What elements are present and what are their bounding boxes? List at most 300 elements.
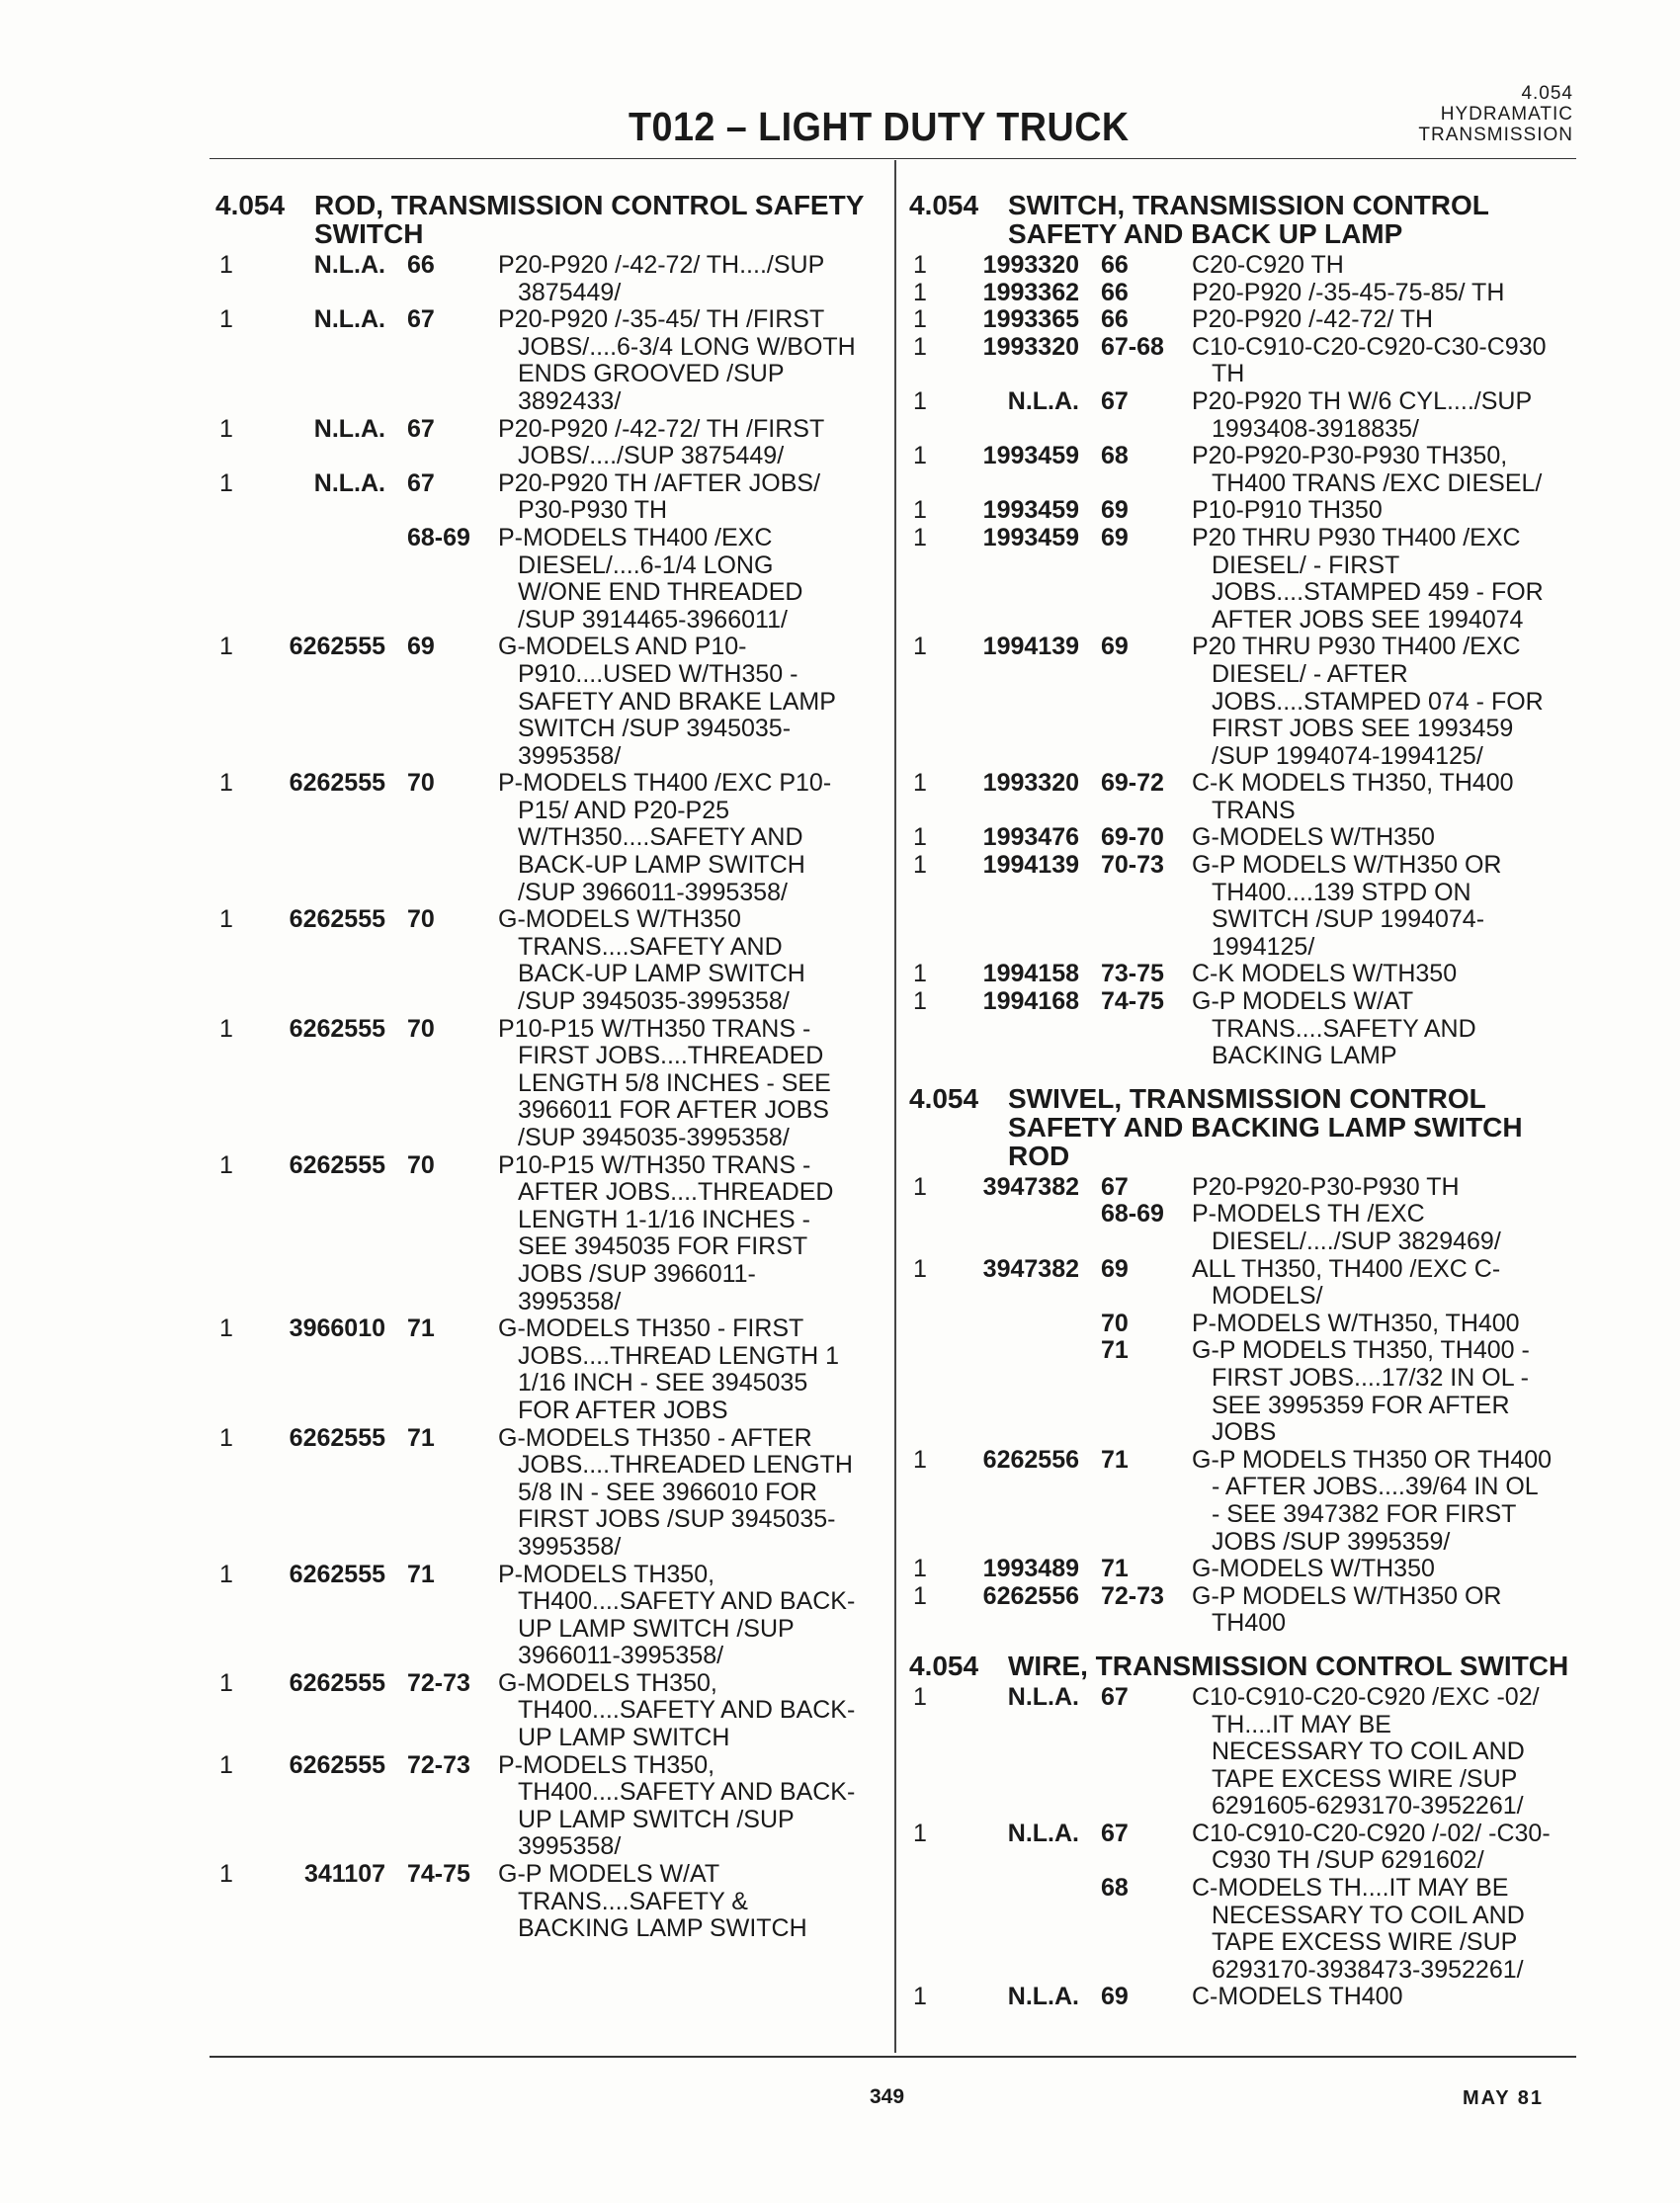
part-row <box>215 416 878 470</box>
description-line: P910....USED W/TH350 - <box>518 659 798 688</box>
model-years: 67 <box>1101 386 1129 415</box>
page-title: T012 – LIGHT DUTY TRUCK <box>629 104 1130 149</box>
description <box>1192 1821 1576 1875</box>
description <box>498 770 878 906</box>
part-number: 6262555 <box>289 1014 385 1043</box>
model-years: 70 <box>407 769 435 798</box>
description-line: G-MODELS TH350, <box>498 1668 717 1697</box>
description-line: C20-C920 TH <box>1192 251 1344 279</box>
part-row <box>215 1315 878 1424</box>
description-line: TRANS....SAFETY AND <box>518 932 783 961</box>
description-line: C10-C910-C20-C920-C30-C930 <box>1192 332 1547 361</box>
model-years: 69 <box>1101 633 1129 661</box>
page-number: 349 <box>870 2085 905 2108</box>
description-line: JOBS /SUP 3966011- <box>518 1259 756 1288</box>
description-line: G-P MODELS TH350, TH400 - <box>1192 1336 1530 1365</box>
description-line: G-MODELS TH350 - AFTER <box>498 1423 812 1452</box>
parts-section <box>909 1084 1576 1638</box>
description-line: SEE 3945035 FOR FIRST <box>518 1232 808 1261</box>
part-row <box>909 280 1576 307</box>
part-row <box>909 988 1576 1070</box>
quantity <box>909 1337 953 1446</box>
part-row <box>909 1583 1576 1638</box>
description-line: P20 THRU P930 TH400 /EXC <box>1192 523 1521 551</box>
part-number: 1993320 <box>982 251 1079 279</box>
part-row <box>215 634 878 770</box>
description-line: 3892433/ <box>518 386 622 415</box>
description <box>1192 1174 1576 1202</box>
description-line: C-MODELS TH400 <box>1192 1983 1403 2011</box>
part-row <box>215 1861 878 1943</box>
part-number: 1993489 <box>982 1555 1079 1583</box>
description-line: NECESSARY TO COIL AND <box>1212 1901 1525 1929</box>
part-row <box>909 852 1576 961</box>
description-line: TAPE EXCESS WIRE /SUP <box>1212 1764 1518 1793</box>
part-row <box>909 1821 1576 1875</box>
description-line: TH400 TRANS /EXC DIESEL/ <box>1212 468 1543 497</box>
description-line: W/ONE END THREADED <box>518 578 803 607</box>
description <box>1192 634 1576 770</box>
section-title: SWIVEL, TRANSMISSION CONTROL SAFETY AND BACKING LAMP SWITCH ROD <box>1008 1082 1523 1171</box>
quantity: 1 <box>913 987 927 1016</box>
description <box>1192 497 1576 525</box>
description-line: P-MODELS W/TH350, TH400 <box>1192 1309 1520 1337</box>
description <box>498 1315 878 1424</box>
quantity: 1 <box>219 1423 233 1452</box>
description <box>1192 1875 1576 1984</box>
quantity: 1 <box>219 905 233 934</box>
quantity: 1 <box>913 496 927 525</box>
part-number: 1994139 <box>982 633 1079 661</box>
description <box>1192 1337 1576 1446</box>
section-number: 4.054 <box>1521 83 1573 104</box>
section-title: WIRE, TRANSMISSION CONTROL SWITCH <box>1008 1650 1569 1681</box>
description <box>1192 824 1576 852</box>
part-number: 1994168 <box>982 987 1079 1016</box>
model-years: 71 <box>1101 1555 1129 1583</box>
description-line: - AFTER JOBS....39/64 IN OL <box>1212 1473 1539 1501</box>
description-line: AFTER JOBS SEE 1994074 <box>1212 605 1524 634</box>
quantity: 1 <box>913 1819 927 1847</box>
description-line: P10-P15 W/TH350 TRANS - <box>498 1014 811 1043</box>
part-number <box>953 1875 1101 1984</box>
description <box>498 252 878 306</box>
part-number: 1993362 <box>982 278 1079 306</box>
description-line: LENGTH 1-1/16 INCHES - <box>518 1205 810 1233</box>
part-number: 3966010 <box>289 1314 385 1343</box>
description-line: 1994125/ <box>1212 932 1315 961</box>
model-years: 67 <box>407 468 435 497</box>
description-line: NECESSARY TO COIL AND <box>1212 1737 1525 1766</box>
part-row <box>215 1425 878 1562</box>
description-line: P20-P920 /-35-45-75-85/ TH <box>1192 278 1505 306</box>
model-years: 70 <box>1101 1309 1129 1337</box>
description-line: JOBS....THREADED LENGTH <box>518 1451 853 1480</box>
model-years: 68-69 <box>407 523 470 551</box>
parts-section <box>909 191 1576 1070</box>
part-row <box>215 1152 878 1316</box>
model-years: 72-73 <box>407 1668 470 1697</box>
description-line: P-MODELS TH350, <box>498 1560 715 1588</box>
quantity: 1 <box>913 523 927 551</box>
part-row <box>215 1016 878 1152</box>
part-row <box>909 525 1576 634</box>
description-line: JOBS/....6-3/4 LONG W/BOTH <box>518 332 856 361</box>
section-heading <box>909 1084 1576 1170</box>
description-line: JOBS <box>1212 1418 1277 1447</box>
model-years: 72-73 <box>1101 1581 1164 1610</box>
quantity: 1 <box>913 633 927 661</box>
description-line: TH <box>1212 360 1245 388</box>
description <box>1192 852 1576 961</box>
part-row <box>909 1174 1576 1202</box>
header-rule <box>210 158 1576 159</box>
part-row <box>909 1875 1576 1984</box>
description-line: /SUP 3945035-3995358/ <box>518 1124 790 1151</box>
model-years: 67 <box>1101 1172 1129 1201</box>
description-line: 5/8 IN - SEE 3966010 FOR <box>518 1478 817 1506</box>
part-number: 1993476 <box>982 823 1079 852</box>
description-line: W/TH350....SAFETY AND <box>518 823 803 852</box>
model-years: 71 <box>407 1560 435 1588</box>
description <box>1192 443 1576 497</box>
part-number <box>259 525 407 634</box>
part-row <box>909 306 1576 334</box>
model-years: 70-73 <box>1101 851 1164 880</box>
part-row <box>909 443 1576 497</box>
description-line: TH400....SAFETY AND BACK- <box>518 1587 856 1616</box>
description <box>1192 306 1576 334</box>
description-line: 6293170-3938473-3952261/ <box>1212 1955 1524 1984</box>
model-years: 68 <box>1101 442 1129 470</box>
description <box>498 634 878 770</box>
description-line: FIRST JOBS....THREADED <box>518 1042 824 1070</box>
description-line: C10-C910-C20-C920 /EXC -02/ <box>1192 1682 1540 1711</box>
quantity: 1 <box>219 1668 233 1697</box>
description <box>498 416 878 470</box>
section-title: ROD, TRANSMISSION CONTROL SAFETY SWITCH <box>314 190 864 249</box>
description-line: TH400....139 STPD ON <box>1212 878 1471 906</box>
description <box>498 470 878 525</box>
model-years: 69 <box>1101 1983 1129 2011</box>
part-number: 1993459 <box>982 442 1079 470</box>
part-number: N.L.A. <box>313 251 385 279</box>
part-row <box>909 334 1576 388</box>
model-years: 69 <box>1101 496 1129 525</box>
model-years: 66 <box>407 251 435 279</box>
description <box>1192 1447 1576 1556</box>
description-line: G-MODELS W/TH350 <box>1192 1555 1435 1583</box>
description <box>498 1752 878 1861</box>
description-line: P10-P15 W/TH350 TRANS - <box>498 1150 811 1179</box>
quantity: 1 <box>219 251 233 279</box>
part-number: 3947382 <box>982 1254 1079 1283</box>
quantity <box>909 1875 953 1984</box>
description-line: UP LAMP SWITCH <box>518 1724 730 1752</box>
description-line: DIESEL/..../SUP 3829469/ <box>1212 1228 1501 1255</box>
description-line: 3966011-3995358/ <box>518 1642 724 1670</box>
model-years: 67 <box>407 414 435 443</box>
part-number: N.L.A. <box>1007 386 1079 415</box>
quantity: 1 <box>219 1314 233 1343</box>
model-years: 69 <box>1101 523 1129 551</box>
quantity: 1 <box>913 442 927 470</box>
part-number: 6262555 <box>289 769 385 798</box>
part-number <box>953 1311 1101 1338</box>
model-years: 66 <box>1101 278 1129 306</box>
description-line: SWITCH /SUP 3945035- <box>518 715 792 743</box>
part-number: 6262555 <box>289 633 385 661</box>
description-line: 1993408-3918835/ <box>1212 414 1419 443</box>
description <box>1192 1984 1576 2011</box>
part-number: N.L.A. <box>1007 1682 1079 1711</box>
description-line: 1/16 INCH - SEE 3945035 <box>518 1369 808 1398</box>
description-line: /SUP 3945035-3995358/ <box>518 987 790 1016</box>
description-line: UP LAMP SWITCH /SUP <box>518 1805 795 1833</box>
description-line: SAFETY AND BRAKE LAMP <box>518 687 836 716</box>
description <box>1192 961 1576 988</box>
part-row <box>909 1311 1576 1338</box>
part-number: 6262555 <box>289 1750 385 1779</box>
description <box>1192 525 1576 634</box>
parts-section <box>215 191 878 1943</box>
description-line: P15/ AND P20-P25 <box>518 796 730 824</box>
quantity: 1 <box>913 386 927 415</box>
model-years: 70 <box>407 1014 435 1043</box>
description-line: P-MODELS TH400 /EXC P10- <box>498 769 832 798</box>
description-line: G-MODELS AND P10- <box>498 633 747 661</box>
model-years: 67 <box>1101 1819 1129 1847</box>
part-row <box>215 306 878 415</box>
description-line: 3995358/ <box>518 1532 622 1561</box>
description-line: AFTER JOBS....THREADED <box>518 1178 834 1207</box>
category-line-1: HYDRAMATIC <box>1440 104 1573 125</box>
model-years: 71 <box>407 1423 435 1452</box>
section-heading <box>215 191 878 248</box>
part-number: 6262555 <box>289 1560 385 1588</box>
model-years: 69 <box>1101 1254 1129 1283</box>
description-line: G-MODELS W/TH350 <box>1192 823 1435 852</box>
description-line: /SUP 1994074-1994125/ <box>1212 741 1483 770</box>
model-years: 67 <box>1101 1682 1129 1711</box>
description-line: JOBS....STAMPED 074 - FOR <box>1212 687 1544 716</box>
model-years: 72-73 <box>407 1750 470 1779</box>
quantity: 1 <box>913 769 927 798</box>
description-line: DIESEL/ - AFTER <box>1212 659 1408 688</box>
description-line: P10-P910 TH350 <box>1192 496 1383 525</box>
quantity: 1 <box>913 278 927 306</box>
part-row <box>909 634 1576 770</box>
description <box>1192 1583 1576 1638</box>
model-years: 71 <box>1101 1336 1129 1365</box>
description-line: BACK-UP LAMP SWITCH <box>518 851 805 880</box>
quantity: 1 <box>219 1560 233 1588</box>
description-line: FIRST JOBS....17/32 IN OL - <box>1212 1363 1529 1392</box>
description-line: SWITCH /SUP 1994074- <box>1212 905 1485 934</box>
description-line: C10-C910-C20-C920 /-02/ -C30- <box>1192 1819 1551 1847</box>
quantity: 1 <box>913 251 927 279</box>
description-line: FOR AFTER JOBS <box>518 1396 728 1424</box>
part-row <box>909 1556 1576 1583</box>
description-line: ALL TH350, TH400 /EXC C- <box>1192 1254 1501 1283</box>
part-number: 1994158 <box>982 960 1079 988</box>
model-years: 74-75 <box>1101 987 1164 1016</box>
part-row <box>909 252 1576 280</box>
part-row <box>909 1256 1576 1311</box>
description-line: FIRST JOBS /SUP 3945035- <box>518 1505 836 1534</box>
part-row <box>909 497 1576 525</box>
quantity: 1 <box>219 1150 233 1179</box>
model-years: 67-68 <box>1101 332 1164 361</box>
quantity: 1 <box>913 851 927 880</box>
part-number: 6262556 <box>982 1445 1079 1474</box>
part-number: 3947382 <box>982 1172 1079 1201</box>
quantity: 1 <box>913 332 927 361</box>
model-years: 73-75 <box>1101 960 1164 988</box>
description <box>1192 1201 1576 1255</box>
description-line: TH400....SAFETY AND BACK- <box>518 1696 856 1725</box>
model-years: 67 <box>407 305 435 334</box>
part-number: N.L.A. <box>1007 1983 1079 2011</box>
part-number: N.L.A. <box>313 305 385 334</box>
description-line: P20-P920 TH /AFTER JOBS/ <box>498 468 821 497</box>
description <box>498 1152 878 1316</box>
description-line: 3875449/ <box>518 278 622 306</box>
description <box>498 1861 878 1943</box>
part-row <box>909 1337 1576 1446</box>
description-line: /SUP 3914465-3966011/ <box>518 605 788 634</box>
description-line: TRANS <box>1212 796 1296 824</box>
description-line: G-P MODELS TH350 OR TH400 <box>1192 1445 1553 1474</box>
description-line: TRANS....SAFETY AND <box>1212 1014 1476 1043</box>
description-line: DIESEL/ - FIRST <box>1212 551 1400 579</box>
quantity: 1 <box>913 1445 927 1474</box>
description-line: P20-P920 /-42-72/ TH..../SUP <box>498 251 825 279</box>
right-column <box>909 191 1576 2025</box>
description-line: G-P MODELS W/AT <box>1192 987 1414 1016</box>
model-years: 71 <box>1101 1445 1129 1474</box>
model-years: 71 <box>407 1314 435 1343</box>
description-line: JOBS/..../SUP 3875449/ <box>518 442 785 470</box>
description <box>498 1562 878 1670</box>
description <box>498 1016 878 1152</box>
quantity: 1 <box>913 960 927 988</box>
part-number: N.L.A. <box>1007 1819 1079 1847</box>
description-line: UP LAMP SWITCH /SUP <box>518 1614 795 1643</box>
quantity: 1 <box>913 1254 927 1283</box>
description-line: JOBS....THREAD LENGTH 1 <box>518 1341 840 1370</box>
description-line: G-MODELS TH350 - FIRST <box>498 1314 804 1343</box>
description-line: G-P MODELS W/AT <box>498 1860 720 1889</box>
part-row <box>215 1752 878 1861</box>
quantity: 1 <box>219 769 233 798</box>
description <box>1192 334 1576 388</box>
description-line: - SEE 3947382 FOR FIRST <box>1212 1499 1517 1528</box>
description-line: ENDS GROOVED /SUP <box>518 360 785 388</box>
section-header <box>1418 83 1573 145</box>
part-number: 1993459 <box>982 496 1079 525</box>
description-line: /SUP 3966011-3995358/ <box>518 878 788 906</box>
quantity <box>909 1201 953 1255</box>
section-code: 4.054 <box>909 1650 979 1681</box>
description-line: P-MODELS TH400 /EXC <box>498 523 773 551</box>
part-number: 1993320 <box>982 332 1079 361</box>
description-line: C-MODELS TH....IT MAY BE <box>1192 1874 1509 1903</box>
part-row <box>215 906 878 1015</box>
description-line: LENGTH 5/8 INCHES - SEE <box>518 1068 831 1097</box>
description-line: P20 THRU P930 TH400 /EXC <box>1192 633 1521 661</box>
description-line: P20-P920 /-35-45/ TH /FIRST <box>498 305 825 334</box>
part-number: 1993320 <box>982 769 1079 798</box>
quantity: 1 <box>219 305 233 334</box>
description <box>1192 388 1576 443</box>
description-line: P20-P920-P30-P930 TH <box>1192 1172 1460 1201</box>
model-years: 66 <box>1101 305 1129 334</box>
footer-rule <box>210 2056 1576 2058</box>
model-years: 68-69 <box>1101 1200 1164 1229</box>
part-row <box>909 388 1576 443</box>
description-line: P20-P920-P30-P930 TH350, <box>1192 442 1508 470</box>
description-line: MODELS/ <box>1212 1282 1323 1311</box>
description-line: G-P MODELS W/TH350 OR <box>1192 851 1502 880</box>
section-code: 4.054 <box>909 1082 979 1114</box>
description-line: DIESEL/....6-1/4 LONG <box>518 551 774 579</box>
quantity: 1 <box>913 1682 927 1711</box>
description-line: BACKING LAMP SWITCH <box>518 1914 807 1943</box>
description <box>1192 770 1576 824</box>
quantity <box>909 1311 953 1338</box>
description <box>1192 1256 1576 1311</box>
section-heading <box>909 191 1576 248</box>
part-row <box>215 470 878 525</box>
quantity: 1 <box>219 1750 233 1779</box>
column-divider <box>894 160 896 2053</box>
quantity: 1 <box>913 1555 927 1583</box>
description-line: C930 TH /SUP 6291602/ <box>1212 1846 1484 1875</box>
model-years: 74-75 <box>407 1860 470 1889</box>
model-years: 69-72 <box>1101 769 1164 798</box>
description-line: TH400....SAFETY AND BACK- <box>518 1778 856 1807</box>
description <box>498 306 878 415</box>
description <box>1192 252 1576 280</box>
model-years: 69 <box>407 633 435 661</box>
description <box>498 906 878 1015</box>
description-line: P20-P920 /-42-72/ TH /FIRST <box>498 414 825 443</box>
quantity: 1 <box>913 823 927 852</box>
part-row <box>909 1684 1576 1821</box>
description <box>498 1425 878 1562</box>
page-date: MAY 81 <box>1463 2087 1545 2109</box>
quantity: 1 <box>219 633 233 661</box>
section-title: SWITCH, TRANSMISSION CONTROL SAFETY AND BACK UP LAMP <box>1008 190 1489 249</box>
part-row <box>909 961 1576 988</box>
part-row <box>215 252 878 306</box>
quantity: 1 <box>913 1581 927 1610</box>
description-line: G-MODELS W/TH350 <box>498 905 741 934</box>
part-row <box>215 770 878 906</box>
parts-section <box>909 1652 1576 2011</box>
description <box>1192 1684 1576 1821</box>
description-line: P-MODELS TH /EXC <box>1192 1200 1425 1229</box>
part-row <box>215 525 878 634</box>
part-number: N.L.A. <box>313 468 385 497</box>
part-number <box>953 1337 1101 1446</box>
description-line: P-MODELS TH350, <box>498 1750 715 1779</box>
description <box>498 1670 878 1752</box>
description-line: FIRST JOBS SEE 1993459 <box>1212 715 1514 743</box>
description-line: JOBS....STAMPED 459 - FOR <box>1212 578 1544 607</box>
description-line: BACK-UP LAMP SWITCH <box>518 960 805 988</box>
